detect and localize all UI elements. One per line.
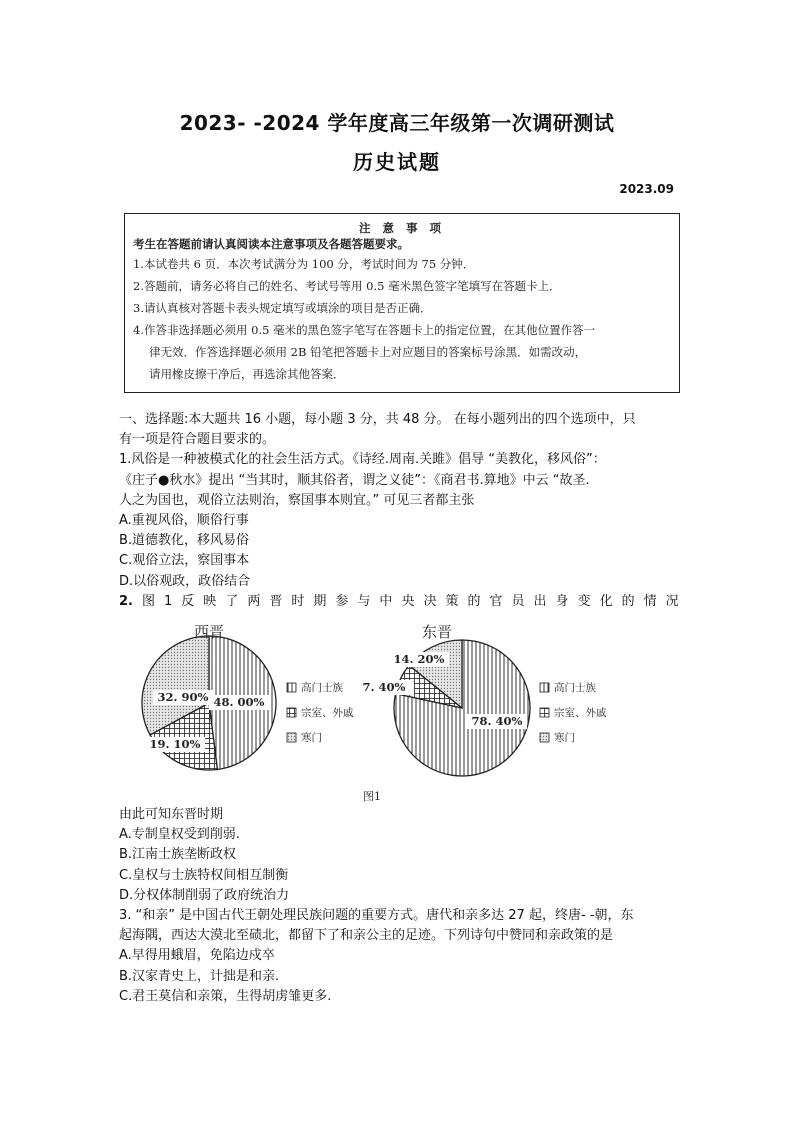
notice-heading: 注 意 事 项 (358, 221, 445, 235)
q1-option-d: D.以俗观政，政俗结合 (119, 573, 251, 589)
legend-swatch (287, 733, 296, 742)
section-instruction: 一、选择题:本大题共 16 小题，每小题 3 分，共 48 分。 在每小题列出的四个选项中，只 (119, 412, 636, 427)
data-label: 7. 40% (362, 680, 406, 694)
q2-stem-char: 1 (164, 593, 173, 609)
q2-stem-char: 出 (533, 593, 547, 609)
q2-option-b: B.江南士族垄断政权 (119, 847, 237, 863)
legend-swatch (287, 683, 296, 692)
q2-stem-char: 反 (181, 593, 195, 609)
figure-1-pie-charts (119, 618, 679, 808)
q2-stem-char: 参 (335, 593, 349, 609)
legend-label: 宗室、外戚 (554, 707, 607, 719)
q2-stem-char: 图 (141, 593, 155, 609)
q2-option-c: C.皇权与士族特权间相互制衡 (119, 867, 289, 883)
exam-title: 2023- -2024 学年度高三年级第一次调研测试 (179, 111, 615, 135)
notice-item: 3.请认真核对答题卡表头规定填写或填涂的项目是否正确． (133, 301, 432, 315)
question-body (119, 410, 679, 612)
notice-requirement: 考生在答题前请认真阅读本注意事项及各题答题要求。 (133, 237, 409, 251)
q2-stem-char: 的 (467, 593, 481, 609)
q3-option-b: B.汉家青史上，计拙是和亲. (119, 968, 280, 984)
q1-option-c: C.观俗立法，察国事本 (119, 553, 250, 569)
legend-swatch (540, 708, 549, 717)
legend-swatch (540, 733, 549, 742)
notice-item: 请用橡皮擦干净后，再选涂其他答案． (149, 367, 345, 381)
q2-stem-char: 化 (599, 593, 613, 609)
q2-option-a: A.专制皇权受到削弱. (119, 827, 240, 843)
exam-date: 2023.09 (619, 182, 674, 196)
notice-item: 4.作答非选择题必须用 0.5 毫米的黑色签字笔写在答题卡上的指定位置，在其他位置作答一 (133, 323, 596, 337)
q2-stem-char: 变 (577, 593, 591, 609)
notice-box (124, 213, 680, 393)
data-label: 14. 20% (393, 652, 445, 666)
legend-swatch (540, 683, 549, 692)
legend-label: 寒门 (301, 732, 322, 744)
q2-stem-char: 决 (423, 593, 437, 609)
legend-label: 寒门 (554, 732, 575, 744)
q2-option-d: D.分权体制削弱了政府统治力 (119, 887, 290, 903)
notice-item: 2.答题前，请务必将自己的姓名、考试号等用 0.5 毫米黑色签字笔填写在答题卡上． (133, 279, 561, 293)
question-body-continued (119, 805, 679, 1007)
q2-stem-char: 2. (119, 593, 133, 609)
q2-stem (119, 592, 679, 612)
data-label: 78. 40% (471, 714, 523, 728)
q2-stem-char: 了 (225, 593, 239, 609)
q1-stem: 人之为国也，观俗立法则治，察国事本则宜。” 可见三者都主张 (119, 492, 475, 508)
q3-stem: 起海隅，西达大漠北至碛北，都留下了和亲公主的足迹。下列诗句中赞同和亲政策的是 (119, 928, 614, 944)
q2-stem-char: 时 (291, 593, 305, 609)
chart-title: 西晋 (193, 623, 225, 641)
figure-caption: 图1 (363, 790, 381, 803)
notice-item: 律无效．作答选择题必须用 2B 铅笔把答题卡上对应题目的答案标号涂黑．如需改动， (149, 345, 587, 359)
q3-option-c: C.君王莫信和亲策，生得胡虏雏更多. (119, 988, 332, 1004)
chart-title: 东晋 (421, 623, 453, 641)
q1-option-b: B.道德教化，移风易俗 (119, 533, 250, 549)
legend-label: 高门士族 (554, 682, 596, 694)
q2-stem-char: 况 (665, 593, 679, 609)
q2-stem-char: 映 (203, 593, 217, 609)
data-label: 19. 10% (149, 737, 201, 751)
q2-stem-char: 身 (555, 593, 569, 609)
q2-stem-char: 的 (621, 593, 635, 609)
q2-stem-char: 央 (401, 593, 415, 609)
q1-stem: 1.风俗是一种被模式化的社会生活方式。《诗经.周南.关雎》倡导 “美教化，移风俗”： (119, 452, 606, 468)
legend-label: 宗室、外戚 (301, 707, 354, 719)
q2-stem-char: 中 (379, 593, 393, 609)
q2-after: 由此可知东晋时期 (119, 807, 224, 822)
q2-stem-char: 期 (313, 593, 327, 609)
q1-stem: 《庄子●秋水》提出 “当其时，顺其俗者，谓之义徒”：《商君书.算地》中云 “故圣. (119, 472, 590, 488)
legend-label: 高门士族 (301, 682, 343, 694)
exam-subject: 历史试题 (353, 150, 441, 174)
q2-stem-char: 官 (489, 593, 503, 609)
q2-stem-char: 员 (511, 593, 525, 609)
q2-stem-char: 情 (643, 593, 657, 609)
q1-option-a: A.重视风俗，顺俗行事 (119, 513, 249, 529)
q2-stem-char: 策 (445, 593, 459, 609)
q2-stem-char: 两 (247, 593, 261, 609)
legend-swatch (287, 708, 296, 717)
q2-stem-char: 晋 (269, 593, 283, 609)
data-label: 32. 90% (157, 690, 209, 704)
section-instruction: 有一项是符合题目要求的。 (119, 432, 276, 448)
q3-option-a: A.早得用蛾眉，免陷边戍卒 (119, 948, 275, 964)
q3-stem: 3. “和亲” 是中国古代王朝处理民族问题的重要方式。唐代和亲多达 27 起，终唐- -朝，东 (119, 908, 634, 924)
q2-stem-char: 与 (357, 593, 371, 609)
notice-item: 1.本试卷共 6 页．本次考试满分为 100 分，考试时间为 75 分钟． (133, 257, 475, 271)
data-label: 48. 00% (213, 695, 265, 709)
